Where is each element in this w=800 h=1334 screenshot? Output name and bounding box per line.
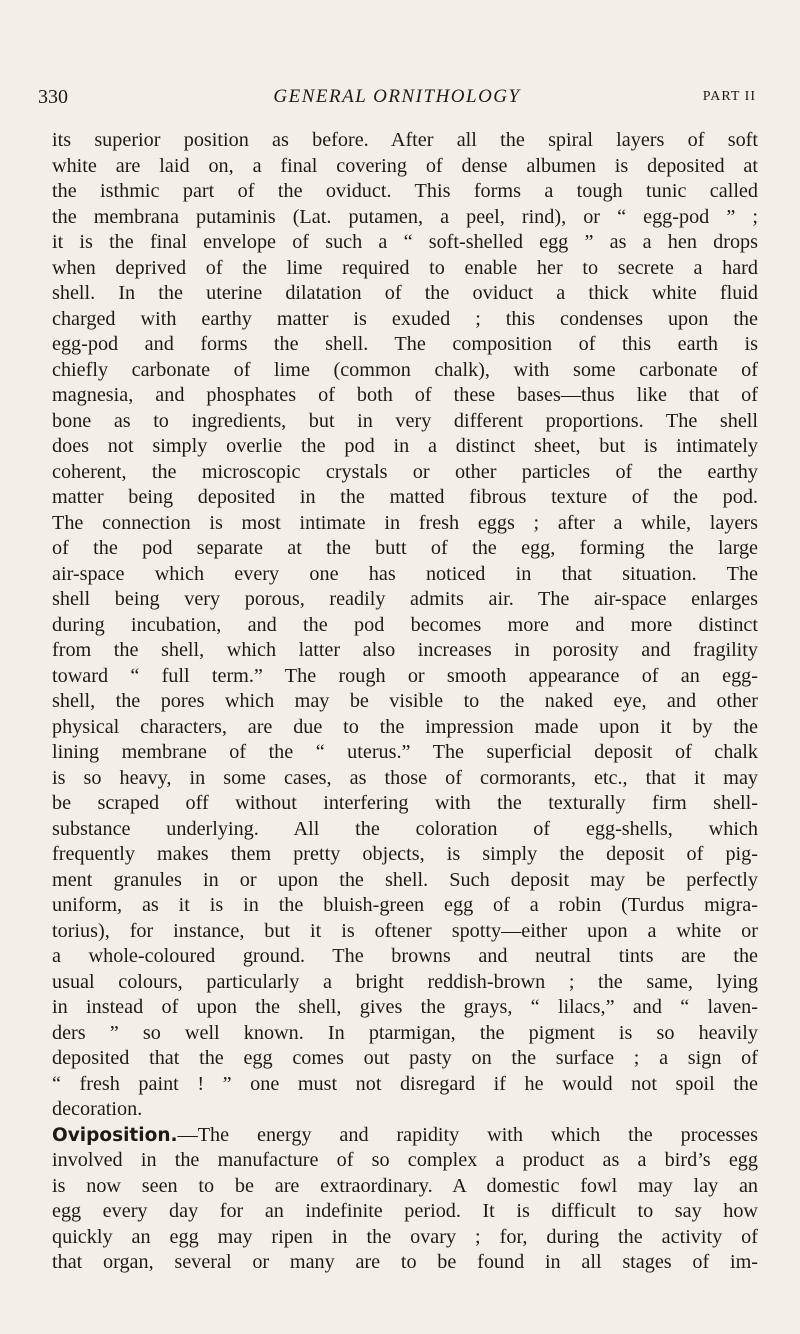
text-line: ders ” so well known. In ptarmigan, the pigment is so heavily (52, 1021, 758, 1044)
text-line: ment granules in or upon the shell. Such deposit may be perfectly (52, 868, 758, 891)
text-line: chiefly carbonate of lime (common chalk), with some carbonate of (52, 358, 758, 381)
text-line: involved in the manufacture of so complex a product as a bird’s egg (52, 1149, 758, 1171)
text-line: torius), for instance, but it is oftener spotty—either upon a white or (52, 919, 758, 942)
text-line: be scraped off without interfering with the texturally firm shell- (52, 792, 758, 814)
running-head (38, 82, 756, 112)
text-run: —The energy and rapidity with which the processes (177, 1123, 758, 1146)
text-line: substance underlying. All the coloration of egg-shells, which (52, 817, 758, 840)
text-line: when deprived of the lime required to enable her to secrete a hard (52, 256, 758, 279)
text-line: lining membrane of the “ uterus.” The superficial deposit of chalk (52, 741, 758, 763)
page-number: 330 (38, 86, 68, 108)
text-line: shell, the pores which may be visible to the naked eye, and other (52, 690, 758, 712)
text-line: shell. In the uterine dilatation of the oviduct a thick white fluid (52, 282, 758, 304)
text-line: white are laid on, a final covering of dense albumen is deposited at (52, 154, 758, 177)
text-line: “ fresh paint ! ” one must not disregard if he would not spoil the (52, 1072, 758, 1095)
text-line: magnesia, and phosphates of both of these bases—thus like that of (52, 384, 758, 406)
text-line: matter being deposited in the matted fibrous texture of the pod. (52, 486, 758, 508)
text-line: the membrana putaminis (Lat. putamen, a peel, rind), or “ egg-pod ” ; (52, 205, 758, 228)
paragraph-egg-shell (52, 128, 758, 1123)
text-line: that organ, several or many are to be found in all stages of im- (52, 1251, 758, 1273)
text-line: coherent, the microscopic crystals or other particles of the earthy (52, 460, 758, 483)
section-heading: Oviposition. (52, 1124, 178, 1146)
text-line: the isthmic part of the oviduct. This forms a tough tunic called (52, 180, 758, 202)
text-line: is so heavy, in some cases, as those of cormorants, etc., that it may (52, 766, 758, 789)
text-line: uniform, as it is in the bluish-green egg of a robin (Turdus migra- (52, 894, 758, 916)
text-line: toward “ full term.” The rough or smooth appearance of an egg- (52, 664, 758, 687)
text-line: shell being very porous, readily admits air. The air-space enlarges (52, 588, 758, 610)
text-line: is now seen to be are extraordinary. A domestic fowl may lay an (52, 1174, 758, 1197)
text-line: egg every day for an indefinite period. It is difficult to say how (52, 1200, 758, 1222)
text-line: physical characters, are due to the impression made upon it by the (52, 715, 758, 738)
text-line-first (52, 1123, 758, 1149)
text-line: deposited that the egg comes out pasty on the surface ; a sign of (52, 1047, 758, 1069)
text-line: it is the final envelope of such a “ soft-shelled egg ” as a hen drops (52, 231, 758, 253)
text-line: quickly an egg may ripen in the ovary ; for, during the activity of (52, 1225, 758, 1248)
body-text (52, 128, 758, 1276)
text-line: in instead of upon the shell, gives the grays, “ lilacs,” and “ laven- (52, 996, 758, 1018)
text-line: its superior position as before. After all the spiral layers of soft (52, 129, 758, 151)
part-label: PART II (702, 89, 756, 104)
text-line: does not simply overlie the pod in a distinct sheet, but is intimately (52, 435, 758, 457)
text-line: bone as to ingredients, but in very different proportions. The shell (52, 409, 758, 432)
text-line: a whole-coloured ground. The browns and neutral tints are the (52, 945, 758, 967)
paragraph-oviposition (52, 1123, 758, 1276)
text-line: during incubation, and the pod becomes more and more distinct (52, 613, 758, 636)
text-line: decoration. (52, 1098, 143, 1120)
text-line: egg-pod and forms the shell. The composition of this earth is (52, 333, 758, 355)
text-line: The connection is most intimate in fresh eggs ; after a while, layers (52, 511, 758, 534)
text-line: charged with earthy matter is exuded ; this condenses upon the (52, 307, 758, 330)
text-line: usual colours, particularly a bright reddish-brown ; the same, lying (52, 970, 758, 993)
text-line: of the pod separate at the butt of the egg, forming the large (52, 537, 758, 559)
running-title: GENERAL ORNITHOLOGY (273, 86, 521, 107)
text-line: air-space which every one has noticed in that situation. The (52, 562, 758, 585)
text-line: frequently makes them pretty objects, is simply the deposit of pig- (52, 843, 758, 865)
text-line: from the shell, which latter also increases in porosity and fragility (52, 639, 758, 661)
